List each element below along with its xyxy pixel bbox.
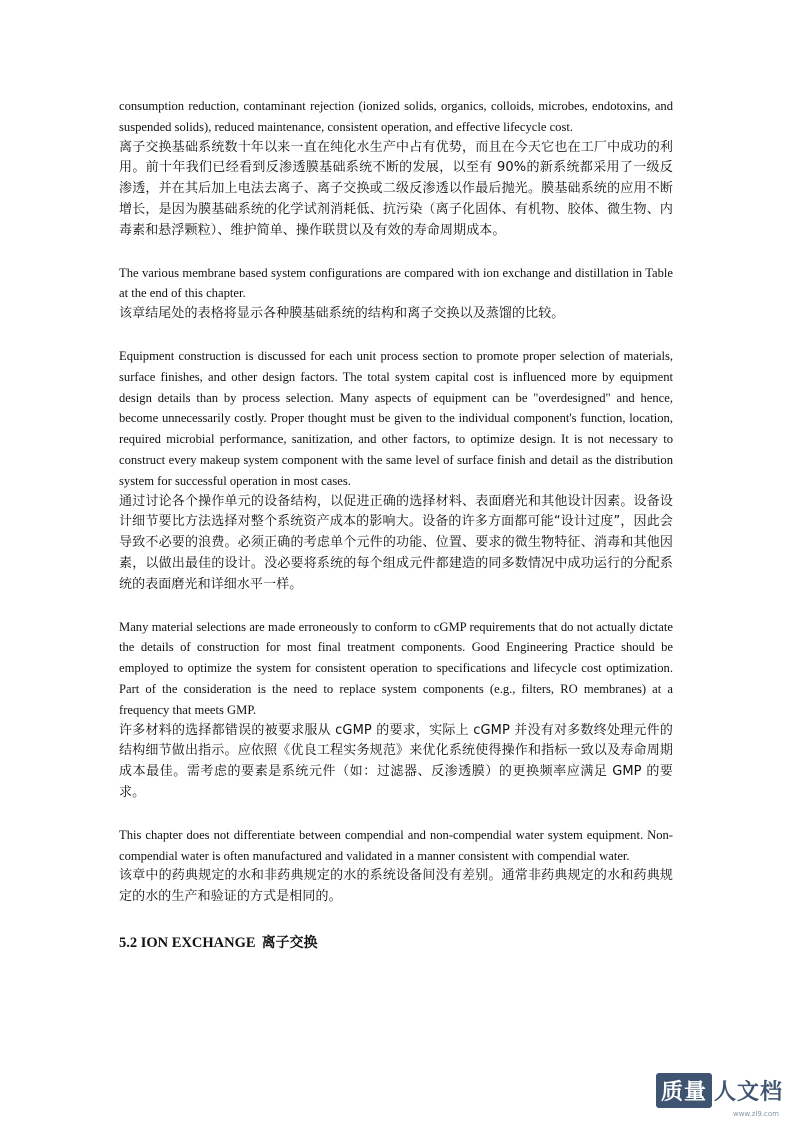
paragraph-4-chinese: 许多材料的选择都错误的被要求服从 cGMP 的要求，实际上 cGMP 并没有对多数终处理元件的结构细节做出指示。应依照《优良工程实务规范》来优化系统使得操作和指标一致以及寿命周期成本最佳。需考虑的要素是系统元件（如：过滤器、反渗透膜）的更换频率应满足 GMP 的要求。 <box>119 722 673 800</box>
paragraph-1-chinese: 离子交换基础系统数十年以来一直在纯化水生产中占有优势，而且在今天它也在工厂中成功的利用。前十年我们已经看到反渗透膜基础系统不断的发展，以至有 90%的新系统都采用了一级反渗透，并在其后加上电法去离子、离子交换或二级反渗透以作最后抛光。膜基础系统的应用不断增长，是因为膜基础系统的化学试剂消耗低、抗污染（离子化固体、有机物、胶体、微生物、内毒素和悬浮颗粒）、维护简单、操作联贯以及有效的寿命周期成本。 <box>119 139 673 238</box>
section-heading <box>119 932 673 954</box>
document-page <box>119 96 673 954</box>
section-heading-chinese: 离子交换 <box>261 934 318 951</box>
paragraph-gap <box>119 596 673 617</box>
paragraph-5-chinese: 该章中的药典规定的水和非药典规定的水的系统设备间没有差别。通常非药典规定的水和药典规定的水的生产和验证的方式是相同的。 <box>119 868 673 905</box>
watermark-url: www.zl9.com <box>732 1110 779 1118</box>
paragraph-gap <box>119 242 673 263</box>
paragraph-gap <box>119 325 673 346</box>
watermark-logo-text: 人文档 <box>713 1080 783 1105</box>
paragraph-4-english: Many material selections are made erroneously to conform to cGMP requirements that do not actually dictate the details of construction for most final treatment components. Good Engineering Practice should be employed to optimize the system for consistent operation to specifications and lifecycle cost optimization. Part of the consideration is the need to replace system components (e.g., filters, RO membranes) at a frequency that meets GMP. <box>119 619 673 717</box>
paragraph-2-english: The various membrane based system configurations are compared with ion exchange and distillation in Table at the end of this chapter. <box>119 265 673 301</box>
paragraph-3-english: Equipment construction is discussed for each unit process section to promote proper selection of materials, surface finishes, and other design factors. The total system capital cost is influenced more by equipment design details than by process selection. Many aspects of equipment can be "overdesigned" and hence, become unnecessarily costly. Proper thought must be given to the individual component's function, location, required microbial performance, sanitization, and other factors, to optimize design. It is not necessary to construct every makeup system component with the same level of surface finish and detail as the distribution system for successful operation in most cases. <box>119 348 673 488</box>
section-heading-english: 5.2 ION EXCHANGE <box>119 934 256 951</box>
watermark-logo-box: 质量 <box>656 1073 712 1108</box>
paragraph-3-chinese: 通过讨论各个操作单元的设备结构，以促进正确的选择材料、表面磨光和其他设计因素。设备设计细节要比方法选择对整个系统资产成本的影响大。设备的许多方面都可能“设计过度”，因此会导致不必要的浪费。必须正确的考虑单个元件的功能、位置、要求的微生物特征、消毒和其他因素，以做出最佳的设计。没必要将系统的每个组成元件都建造的同多数情况中成功运行的分配系统的表面磨光和详细水平一样。 <box>119 493 673 592</box>
paragraph-2-chinese: 该章结尾处的表格将显示各种膜基础系统的结构和离子交换以及蒸馏的比较。 <box>119 306 565 322</box>
paragraph-1-english: consumption reduction, contaminant rejection (ionized solids, organics, colloids, microbes, endotoxins, and suspended solids), reduced maintenance, consistent operation, and effective lifecycle cost. <box>119 99 673 134</box>
watermark-logo <box>656 1073 783 1108</box>
paragraph-5-english: This chapter does not differentiate between compendial and non-compendial water system equipment. Non-compendial water is often manufactured and validated in a manner consistent with compendial water. <box>119 827 673 863</box>
paragraph-gap <box>119 804 673 825</box>
